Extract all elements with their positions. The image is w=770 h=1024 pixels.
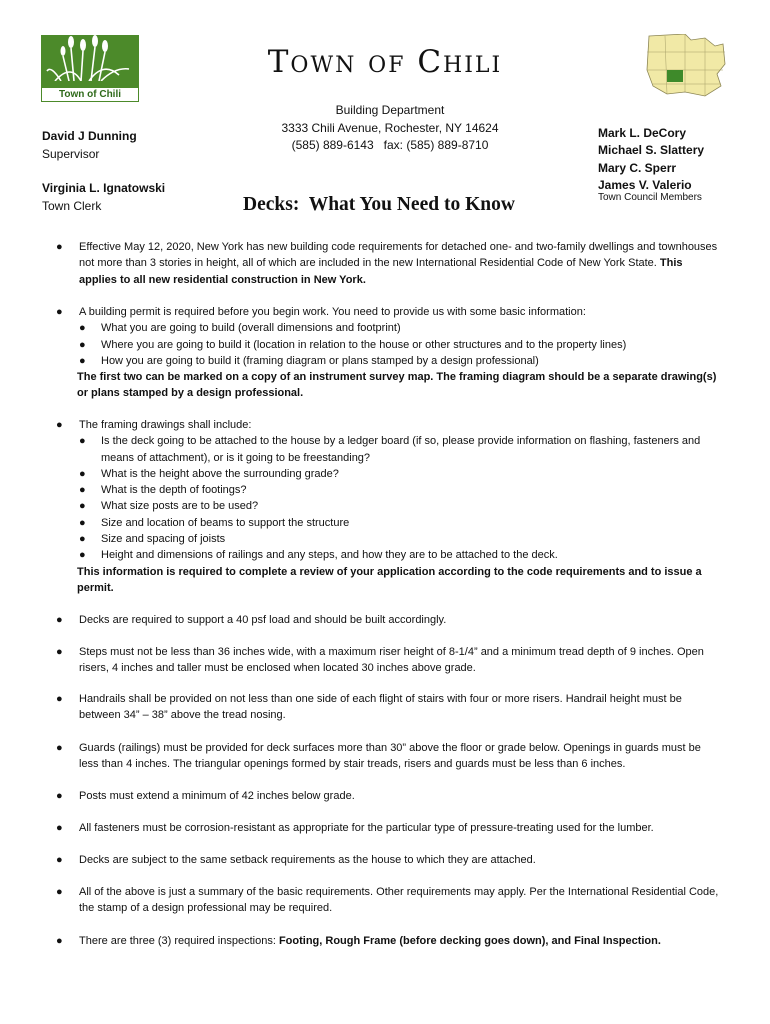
department-address: 3333 Chili Avenue, Rochester, NY 14624 [281,121,499,135]
council-member: Mary C. Sperr [598,161,677,175]
item-text: Steps must not be less than 36 inches wide, with a maximum riser height of 8-1/4” and a minimum tread depth of 9 inches. Open risers, 4 inches and taller must be enclosed when located 30 inches above grade. [79,646,704,675]
bullet: ● [56,742,63,754]
item-text: There are three (3) required inspections: [79,935,276,947]
sub-item: ● What is the height above the surrounding grade? [79,467,339,480]
sub-item-text: What size posts are to be used? [101,500,259,513]
bullet: ● [56,306,63,318]
bullet: ● [56,241,63,253]
sub-item: ● Where you are going to build it (location in relation to the house or other structures and to the property lines) [79,338,627,351]
sub-item-text: Height and dimensions of railings and any steps, and how they are to be attached to the deck. [101,549,558,562]
item-text: All fasteners must be corrosion-resistant as appropriate for the particular type of pressure-treating used for the lumber. [79,822,654,834]
sub-item-text: Size and spacing of joists [101,533,226,546]
item-text: A building permit is required before you begin work. You need to provide us with some basic information: [79,306,586,318]
sub-item: ● Size and location of beams to support the structure [79,516,350,529]
bullet: ● [56,646,63,658]
item-bold-text: The first two can be marked on a copy of an instrument survey map. The framing diagram should be a separate drawing(s) or plans stamped by a design professional. [77,371,717,400]
item-bold-text: Footing, Rough Frame (before decking goes down), and Final Inspection. [278,935,661,947]
sub-item: ● Is the deck going to be attached to the house by a ledger board (if so, please provide information on flashing, fasteners and means of attachment), or is it going to be freestanding? [79,435,701,464]
sub-item-text: Is the deck going to be attached to the house by a ledger board (if so, please provide information on flashing, fasteners and means of attachment), or is it going to be freestanding? [101,435,701,464]
sub-item: ● Height and dimensions of railings and any steps, and how they are to be attached to the deck. [79,549,558,562]
logo-caption: Town of Chili [41,87,139,102]
clerk-name: Virginia L. Ignatowski [42,181,166,195]
document-title: Decks: What You Need to Know [243,194,515,215]
item-text: Posts must extend a minimum of 42 inches below grade. [79,790,355,802]
supervisor-title: Supervisor [42,147,100,161]
bullet: ● [56,935,63,947]
bullet: ● [56,822,63,834]
town-logo [41,35,139,101]
sub-item: ● How you are going to build it (framing diagram or plans stamped by a design professional) [79,354,539,367]
department-name: Building Department [335,103,445,117]
sub-item: ● What you are going to build (overall dimensions and footprint) [79,322,401,335]
council-member: James V. Valerio [598,178,692,192]
council-label: Town Council Members [598,192,702,203]
town-location-map [645,34,727,98]
sub-item-text: What you are going to build (overall dimensions and footprint) [101,322,401,335]
sub-item: ● What is the depth of footings? [79,484,247,497]
clerk-title: Town Clerk [42,199,102,213]
bullet: ● [56,886,63,898]
bullet: ● [56,790,63,802]
sub-item-text: How you are going to build it (framing diagram or plans stamped by a design professional) [101,354,539,367]
item-text: Decks are subject to the same setback requirements as the house to which they are attached. [79,854,536,866]
item-text: Effective May 12, 2020, New York has new building code requirements for detached one- and two-family dwellings and townhouses not more than 3 stories in height, all of which are included in the new International Residential Code of New York State. [79,241,718,270]
town-title: Town of Chili [267,44,503,80]
bullet: ● [56,693,63,705]
bullet: ● [56,614,63,626]
bullet: ● [56,854,63,866]
sub-item-text: What is the height above the surrounding grade? [101,467,339,480]
sub-item-text: What is the depth of footings? [101,484,247,497]
supervisor-name: David J Dunning [42,129,137,143]
item-text: All of the above is just a summary of the basic requirements. Other requirements may apply. Per the International Residential Code, the stamp of a design professional may be required. [79,886,719,915]
council-member: Michael S. Slattery [598,143,705,157]
item-text: Handrails shall be provided on not less than one side of each flight of stairs with four or more risers. Handrail height must be between 34” – 38” above the tread nosing. [79,693,682,722]
department-phone: (585) 889-6143 fax: (585) 889-8710 [291,138,489,152]
item-text: The framing drawings shall include: [79,419,252,431]
bullet: ● [56,419,63,431]
sub-item: ● Size and spacing of joists [79,533,226,546]
sub-item-text: Size and location of beams to support the structure [101,516,350,529]
sub-item: ● What size posts are to be used? [79,500,259,513]
item-bold-text: This applies to all new residential construction in New York. [79,257,683,286]
sub-item-text: Where you are going to build it (location in relation to the house or other structures and to the property lines) [101,338,627,351]
council-member: Mark L. DeCory [598,126,687,140]
item-text: Decks are required to support a 40 psf load and should be built accordingly. [79,614,447,626]
item-bold-text: This information is required to complete a review of your application according to the code requirements and to issue a permit. [77,565,702,594]
item-text: Guards (railings) must be provided for deck surfaces more than 30” above the floor or grade below. Openings in guards must be less than 4 inches. The triangular openings formed by stair treads, risers and guards must be less than 6 inches. [79,742,701,771]
logo-cattails-graphic [41,35,139,87]
